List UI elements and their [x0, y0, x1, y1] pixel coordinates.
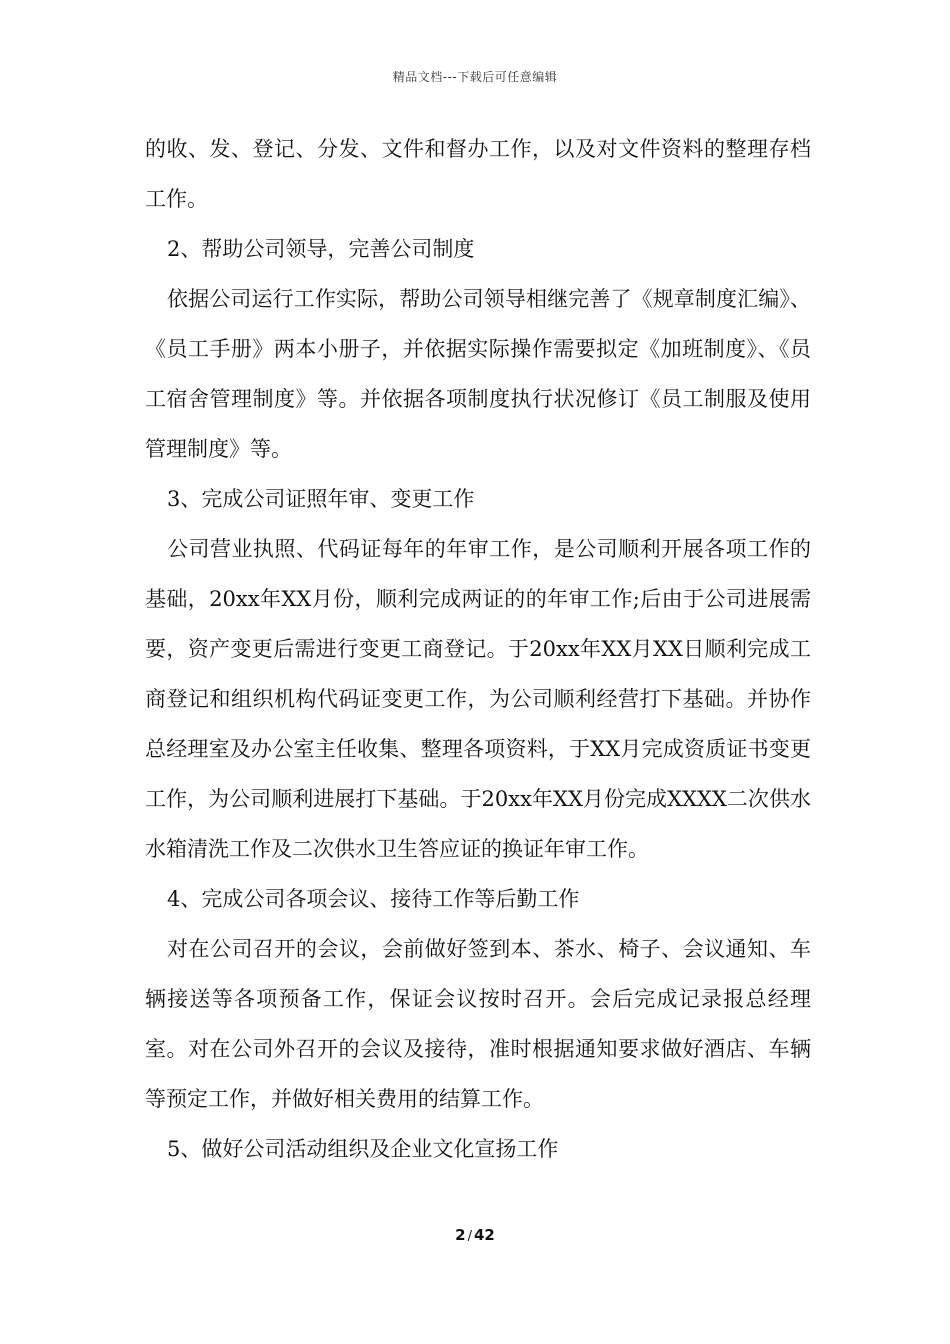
- paragraph: 依据公司运行工作实际，帮助公司领导相继完善了《规章制度汇编》、《员工手册》两本小册子，并依据实际操作需要拟定《加班制度》、《员工宿舍管理制度》等。并依据各项制度执行状况修订《员工制服及使用管理制度》等。: [145, 287, 811, 461]
- page-header: 精品文档---下载后可任意编辑: [392, 70, 558, 84]
- total-pages: 42: [473, 1226, 495, 1244]
- current-page-number: 2: [455, 1226, 466, 1244]
- paragraph: 的收、发、登记、分发、文件和督办工作，以及对文件资料的整理存档工作。: [145, 137, 811, 211]
- paragraph: 对在公司召开的会议，会前做好签到本、茶水、椅子、会议通知、车辆接送等各项预备工作，保证会议按时召开。会后完成记录报总经理室。对在公司外召开的会议及接待，准时根据通知要求做好酒店、车辆等预定工作，并做好相关费用的结算工作。: [145, 937, 811, 1111]
- paragraph: 公司营业执照、代码证每年的年审工作，是公司顺利开展各项工作的基础，20xx年XX月份，顺利完成两证的的年审工作;后由于公司进展需要，资产变更后需进行变更工商登记。于20xx年XX月XX日顺利完成工商登记和组织机构代码证变更工作，为公司顺利经营打下基础。并协作总经理室及办公室主任收集、整理各项资料，于XX月完成资质证书变更工作，为公司顺利进展打下基础。于20xx年XX月份完成XXXX二次供水水箱清洗工作及二次供水卫生答应证的换证年审工作。: [145, 537, 811, 861]
- section-heading: 5、做好公司活动组织及企业文化宣扬工作: [167, 1137, 559, 1161]
- section-heading: 3、完成公司证照年审、变更工作: [167, 487, 475, 511]
- page-separator: /: [467, 1229, 472, 1244]
- page-number: [0, 1226, 950, 1244]
- section-heading: 4、完成公司各项会议、接待工作等后勤工作: [167, 887, 580, 911]
- section-heading: 2、帮助公司领导，完善公司制度: [167, 237, 475, 261]
- document-body: [145, 124, 811, 1174]
